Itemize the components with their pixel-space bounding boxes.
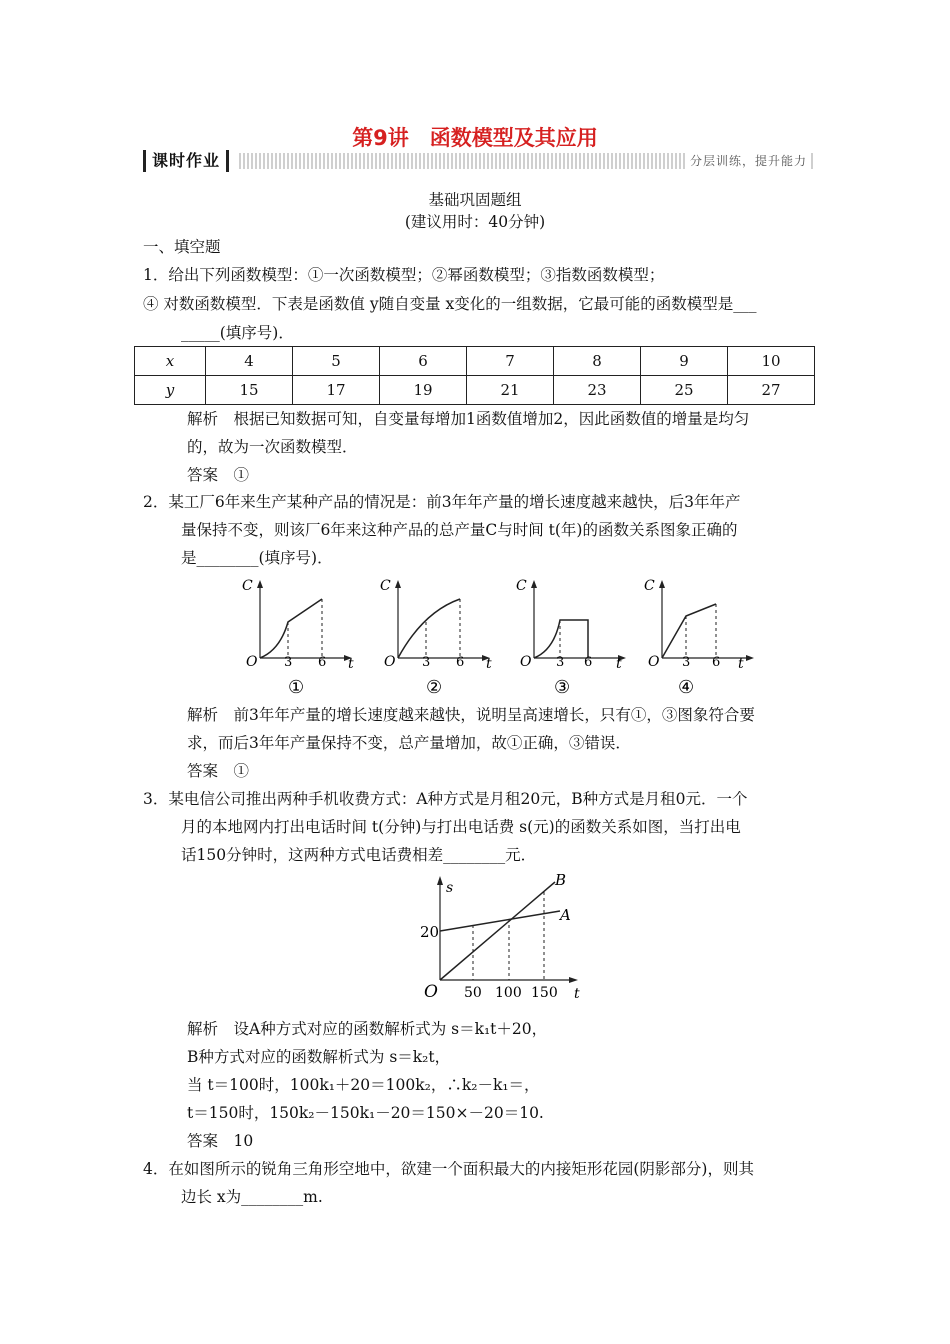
table-cell: 7: [467, 347, 554, 376]
table-cell: 19: [380, 376, 467, 405]
table-cell: 9: [641, 347, 728, 376]
label-b: B: [555, 871, 567, 889]
q2-line3: 是________(填序号)．: [181, 549, 333, 567]
q1-analysis-line2: 的，故为一次函数模型．: [187, 438, 358, 456]
q2-graph-4: [644, 578, 754, 698]
q1-line2: ④ 对数函数模型．下表是函数值 y随自变量 x变化的一组数据，它最可能的函数模型是___: [143, 295, 757, 313]
q2-graphs: [230, 572, 760, 702]
table-cell: 21: [467, 376, 554, 405]
table-cell: 4: [206, 347, 293, 376]
q4-line2: 边长 x为________m.: [181, 1188, 323, 1206]
q2-analysis-line1: 解析 前3年年产量的增长速度越来越快，说明呈高速增长，只有①，③图象符合要: [187, 706, 755, 724]
axis-label-t: t: [738, 656, 744, 672]
q1-data-table: [134, 346, 815, 405]
axis-label-c: C: [380, 578, 391, 594]
y-tick-20: 20: [420, 923, 440, 941]
axis-label-c: C: [516, 578, 527, 594]
q1-line3: _____(填序号)．: [181, 324, 294, 342]
x-tick-50: 50: [464, 985, 482, 1001]
tick-label-6: 6: [712, 655, 721, 670]
tick-label-3: 3: [284, 655, 293, 670]
x-tick-150: 150: [531, 985, 558, 1001]
banner-slogan: 分层训练，提升能力: [686, 152, 811, 170]
origin-label: O: [384, 654, 396, 670]
homework-banner: [143, 150, 815, 172]
graph-label-4: ④: [678, 677, 695, 698]
q3-line1: 3．某电信公司推出两种手机收费方式：A种方式是月租20元，B种方式是月租0元．一个: [143, 790, 748, 808]
tick-label-6: 6: [456, 655, 465, 670]
q3-answer: 答案 10: [187, 1132, 254, 1150]
table-cell: 15: [206, 376, 293, 405]
line-b: [440, 882, 555, 980]
tick-label-3: 3: [682, 655, 691, 670]
tick-label-6: 6: [318, 655, 327, 670]
axis-label-c: C: [242, 578, 253, 594]
page-title: 第9讲 函数模型及其应用: [352, 126, 598, 150]
label-a: A: [560, 906, 571, 924]
table-cell: 25: [641, 376, 728, 405]
q3-analysis-line1: 解析 设A种方式对应的函数解析式为 s＝k₁t＋20，: [187, 1020, 548, 1038]
table-cell: 23: [554, 376, 641, 405]
table-header-x: x: [135, 347, 206, 376]
graph-label-1: ①: [288, 677, 305, 698]
q2-graph-1: [242, 578, 354, 698]
origin-label: O: [520, 654, 532, 670]
origin-label: O: [424, 982, 438, 1002]
tick-label-6: 6: [584, 655, 593, 670]
part-heading: 一、填空题: [143, 238, 221, 256]
q3-graph: [410, 866, 600, 1006]
q2-answer: 答案 ①: [187, 762, 250, 780]
q2-line2: 量保持不变，则该厂6年来这种产品的总产量C与时间 t(年)的函数关系图象正确的: [181, 521, 738, 539]
table-header-y: y: [135, 376, 206, 405]
q2-analysis-line2: 求，而后3年年产量保持不变，总产量增加，故①正确，③错误．: [187, 734, 631, 752]
q3-analysis-line3: 当 t＝100时，100k₁＋20＝100k₂，∴k₂－k₁＝，: [187, 1076, 540, 1094]
q2-graph-3: [516, 578, 626, 698]
q3-line3: 话150分钟时，这两种方式电话费相差________元．: [181, 846, 537, 864]
origin-label: O: [246, 654, 258, 670]
q1-analysis-line1: 解析 根据已知数据可知，自变量每增加1函数值增加2，因此函数值的增量是均匀: [187, 410, 750, 428]
banner-label: 课时作业: [143, 150, 229, 172]
tick-label-3: 3: [556, 655, 565, 670]
graph-label-3: ③: [554, 677, 571, 698]
tick-label-3: 3: [422, 655, 431, 670]
axis-label-t: t: [348, 656, 354, 672]
axis-label-t: t: [486, 656, 492, 672]
axis-label-c: C: [644, 578, 655, 594]
q3-analysis-line4: t＝150时，150k₂－150k₁－20＝150×－20＝10.: [187, 1104, 544, 1122]
axis-label-t: t: [616, 656, 622, 672]
q2-graph-2: [380, 578, 492, 698]
table-row-y: [135, 376, 815, 405]
table-cell: 27: [728, 376, 815, 405]
q4-line1: 4．在如图所示的锐角三角形空地中，欲建一个面积最大的内接矩形花园(阴影部分)，则其: [143, 1160, 754, 1178]
axis-label-t: t: [574, 986, 580, 1002]
q3-line2: 月的本地网内打出电话时间 t(分钟)与打出电话费 s(元)的函数关系如图，当打出电: [181, 818, 741, 836]
axis-label-s: s: [446, 880, 454, 896]
q1-answer: 答案 ①: [187, 466, 250, 484]
q1-line1: 1．给出下列函数模型：①一次函数模型；②幂函数模型；③指数函数模型；: [143, 266, 665, 284]
group-heading: 基础巩固题组: [428, 191, 522, 209]
table-cell: 17: [293, 376, 380, 405]
origin-label: O: [648, 654, 660, 670]
table-cell: 5: [293, 347, 380, 376]
x-tick-100: 100: [495, 985, 522, 1001]
table-cell: 10: [728, 347, 815, 376]
q2-line1: 2．某工厂6年来生产某种产品的情况是：前3年年产量的增长速度越来越快，后3年年产: [143, 493, 741, 511]
table-row-x: [135, 347, 815, 376]
table-cell: 8: [554, 347, 641, 376]
table-cell: 6: [380, 347, 467, 376]
q3-analysis-line2: B种方式对应的函数解析式为 s＝k₂t，: [187, 1048, 451, 1066]
suggested-time: (建议用时：40分钟): [404, 213, 546, 231]
graph-label-2: ②: [426, 677, 443, 698]
